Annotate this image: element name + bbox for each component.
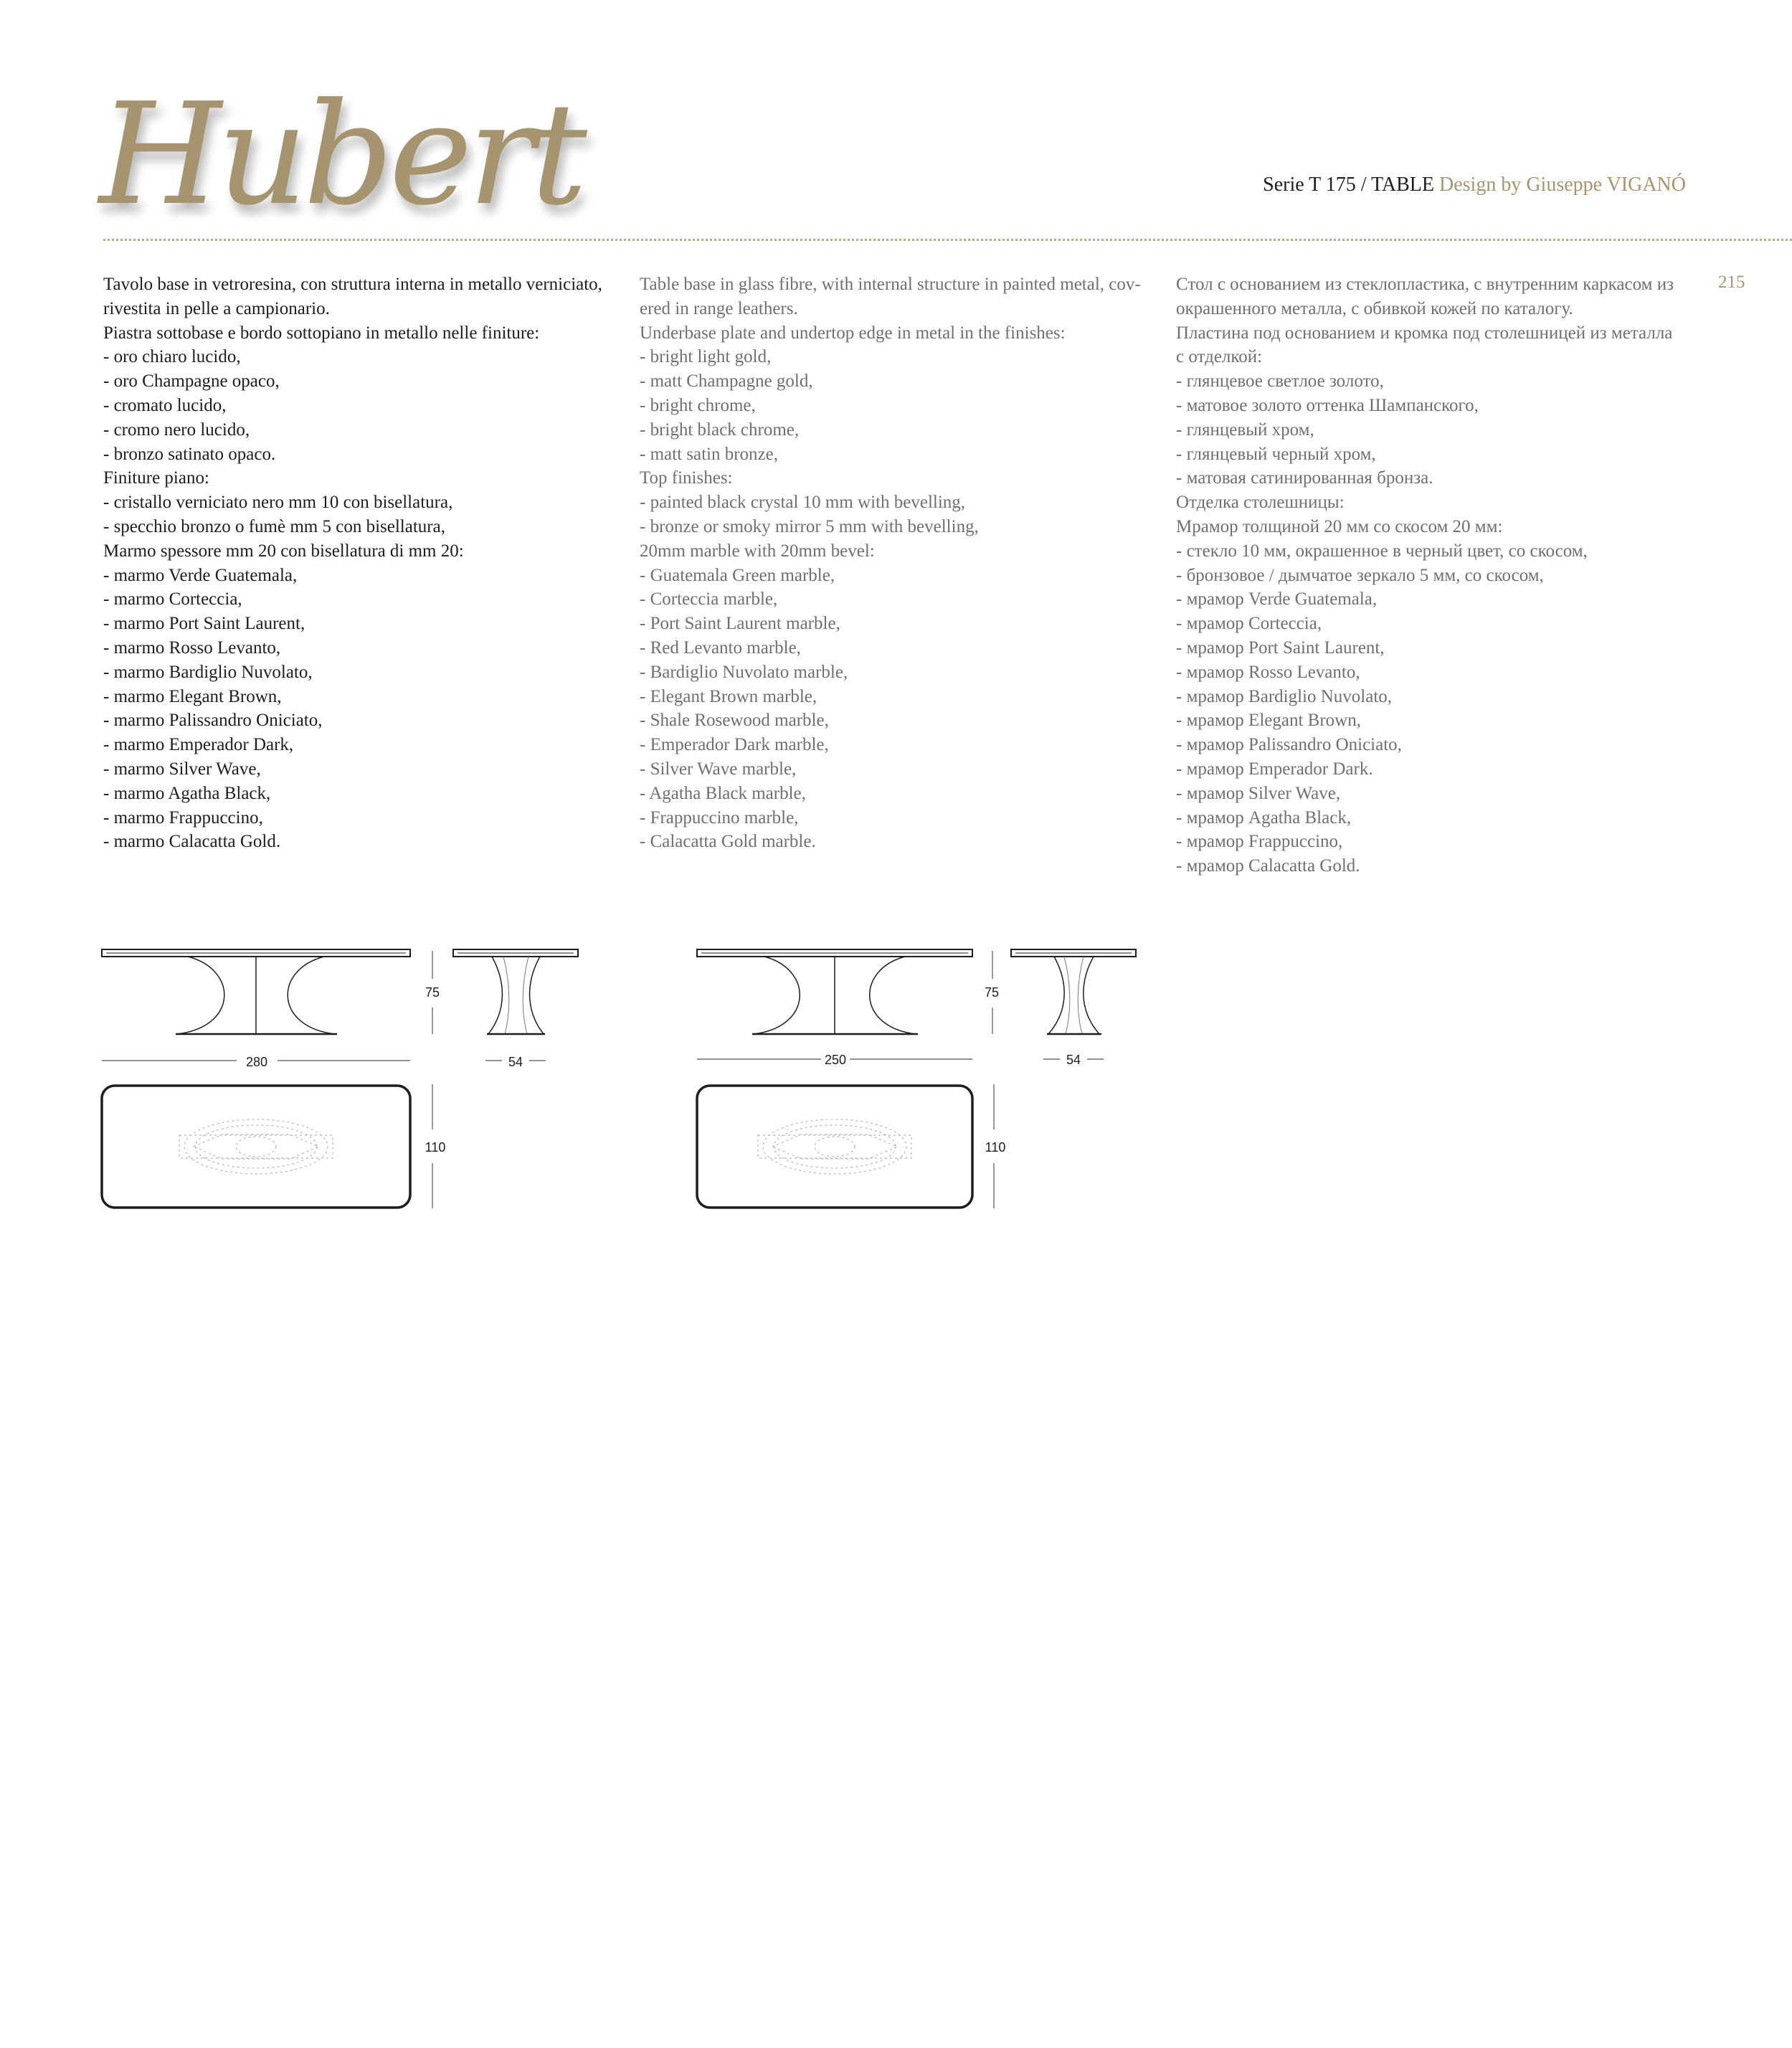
text-line: - oro chiaro lucido, bbox=[103, 347, 241, 367]
table-a-top-view bbox=[102, 1086, 410, 1208]
text-line: - bright light gold, bbox=[640, 347, 772, 367]
text-line: rivestita in pelle a campionario. bbox=[103, 298, 330, 318]
text-line: - Red Levanto marble, bbox=[640, 637, 801, 658]
text-line: - Guatemala Green marble, bbox=[640, 565, 835, 585]
text-line: - marmo Port Saint Laurent, bbox=[103, 614, 305, 634]
text-line: - мрамор Agatha Black, bbox=[1176, 807, 1352, 828]
table-b-drawing bbox=[697, 949, 1136, 1208]
table-a-drawing bbox=[102, 949, 578, 1208]
text-line: - marmo Frappuccino, bbox=[103, 807, 263, 828]
text-line: - marmo Verde Guatemala, bbox=[103, 565, 298, 585]
text-line: Пластина под основанием и кромка под столешницей из металла bbox=[1176, 323, 1673, 343]
text-line: - bright chrome, bbox=[640, 395, 756, 415]
text-line: - marmo Calacatta Gold. bbox=[103, 832, 281, 852]
text-line: - specchio bronzo o fumè mm 5 con bisellatura, bbox=[103, 516, 445, 536]
text-line: Top finishes: bbox=[640, 468, 733, 488]
table-a-base-width-label: 54 bbox=[508, 1055, 523, 1069]
page-number: 215 bbox=[1718, 272, 1745, 292]
text-line: Стол с основанием из стеклопластика, с внутренним каркасом из bbox=[1176, 275, 1674, 294]
text-line: - мрамор Bardiglio Nuvolato, bbox=[1176, 686, 1393, 706]
text-line: - painted black crystal 10 mm with bevelling, bbox=[640, 493, 966, 513]
text-line: - Shale Rosewood marble, bbox=[640, 711, 829, 731]
table-a-front-view bbox=[102, 949, 410, 1034]
text-line: - marmo Corteccia, bbox=[103, 589, 242, 610]
text-line: Underbase plate and undertop edge in metal in the finishes: bbox=[640, 323, 1066, 343]
text-line: - Silver Wave marble, bbox=[640, 759, 797, 779]
text-line: - matt satin bronze, bbox=[640, 444, 778, 464]
text-line: - cromo nero lucido, bbox=[103, 419, 250, 440]
text-line: - Port Saint Laurent marble, bbox=[640, 614, 840, 634]
text-line: - глянцевое светлое золото, bbox=[1176, 371, 1384, 392]
text-line: - Calacatta Gold marble. bbox=[640, 832, 816, 852]
text-line: - мрамор Emperador Dark. bbox=[1176, 759, 1373, 779]
text-line: - marmo Palissandro Oniciato, bbox=[103, 711, 323, 731]
table-b-front-view bbox=[697, 949, 972, 1034]
text-line: Marmo spessore mm 20 con bisellatura di mm 20: bbox=[103, 541, 464, 561]
text-line: - Emperador Dark marble, bbox=[640, 735, 829, 755]
text-line: Tavolo base in vetroresina, con struttura interna in metallo verniciato, bbox=[103, 275, 602, 294]
text-line: - мрамор Corteccia, bbox=[1176, 614, 1322, 634]
text-line: - мрамор Verde Guatemala, bbox=[1176, 589, 1378, 610]
text-line: - cristallo verniciato nero mm 10 con bisellatura, bbox=[103, 493, 453, 513]
text-line: - мрамор Calacatta Gold. bbox=[1176, 856, 1360, 876]
text-line: - Bardiglio Nuvolato marble, bbox=[640, 662, 848, 682]
text-line: - глянцевый хром, bbox=[1176, 419, 1314, 440]
table-b-width-label: 110 bbox=[985, 1140, 1006, 1155]
text-line: окрашенного металла, с обивкой кожей по каталогу. bbox=[1176, 298, 1573, 318]
text-line: Отделка столешницы: bbox=[1176, 493, 1345, 513]
table-a-height-label: 75 bbox=[425, 985, 440, 1000]
text-line: - marmo Elegant Brown, bbox=[103, 686, 282, 706]
table-b-length-label: 250 bbox=[824, 1053, 847, 1067]
text-line: - Corteccia marble, bbox=[640, 589, 778, 610]
text-line: - мрамор Rosso Levanto, bbox=[1176, 662, 1360, 682]
text-line: - мрамор Frappuccino, bbox=[1176, 832, 1343, 852]
text-line: - marmo Rosso Levanto, bbox=[103, 637, 281, 658]
text-line: - bronze or smoky mirror 5 mm with bevelling, bbox=[640, 516, 979, 536]
table-a-length-label: 280 bbox=[245, 1055, 268, 1069]
table-b-height-label: 75 bbox=[984, 985, 1000, 1000]
text-line: ered in range leathers. bbox=[640, 298, 798, 318]
text-line: - oro Champagne opaco, bbox=[103, 371, 280, 392]
text-line: - marmo Silver Wave, bbox=[103, 759, 261, 779]
series-label: Serie T 175 / TABLE bbox=[1263, 174, 1434, 196]
table-a-dimension-lines bbox=[102, 951, 546, 1208]
text-line: - bronzo satinato opaco. bbox=[103, 444, 276, 464]
text-line: - матовая сатинированная бронза. bbox=[1176, 468, 1433, 488]
table-b-top-view bbox=[697, 1086, 972, 1208]
text-line: - глянцевый черный хром, bbox=[1176, 444, 1376, 464]
table-b-base-width-label: 54 bbox=[1066, 1053, 1081, 1067]
text-line: - Agatha Black marble, bbox=[640, 783, 806, 803]
text-line: Piastra sottobase e bordo sottopiano in metallo nelle finiture: bbox=[103, 323, 540, 343]
text-line: - бронзовое / дымчатое зеркало 5 мм, со скосом, bbox=[1176, 565, 1544, 585]
table-a-side-view bbox=[453, 949, 578, 1034]
text-line: Finiture piano: bbox=[103, 468, 209, 488]
brand-logo: Hubert bbox=[99, 73, 584, 237]
text-line: Мрамор толщиной 20 мм со скосом 20 мм: bbox=[1176, 516, 1503, 536]
text-line: - cromato lucido, bbox=[103, 395, 227, 415]
table-b-side-view bbox=[1011, 949, 1136, 1034]
text-line: 20mm marble with 20mm bevel: bbox=[640, 541, 875, 561]
text-line: - marmo Emperador Dark, bbox=[103, 735, 294, 755]
text-line: - matt Champagne gold, bbox=[640, 371, 813, 392]
text-line: с отделкой: bbox=[1176, 347, 1263, 367]
text-line: - матовое золото оттенка Шампанского, bbox=[1176, 395, 1479, 415]
text-line: - мрамор Port Saint Laurent, bbox=[1176, 637, 1385, 658]
text-line: - bright black chrome, bbox=[640, 419, 800, 440]
text-line: - marmo Bardiglio Nuvolato, bbox=[103, 662, 313, 682]
text-line: - marmo Agatha Black, bbox=[103, 783, 271, 803]
text-line: - мрамор Elegant Brown, bbox=[1176, 711, 1361, 731]
table-b-dimension-lines bbox=[697, 951, 1104, 1208]
text-line: - Elegant Brown marble, bbox=[640, 686, 817, 706]
designer-label: Design by Giuseppe VIGANÓ bbox=[1439, 174, 1686, 196]
text-line: - Frappuccino marble, bbox=[640, 807, 799, 828]
text-line: Table base in glass fibre, with internal structure in painted metal, cov- bbox=[640, 275, 1141, 294]
text-line: - стекло 10 мм, окрашенное в черный цвет, со скосом, bbox=[1176, 541, 1588, 561]
text-line: - мрамор Palissandro Oniciato, bbox=[1176, 735, 1402, 755]
text-line: - мрамор Silver Wave, bbox=[1176, 783, 1341, 803]
table-a-width-label: 110 bbox=[425, 1140, 446, 1155]
